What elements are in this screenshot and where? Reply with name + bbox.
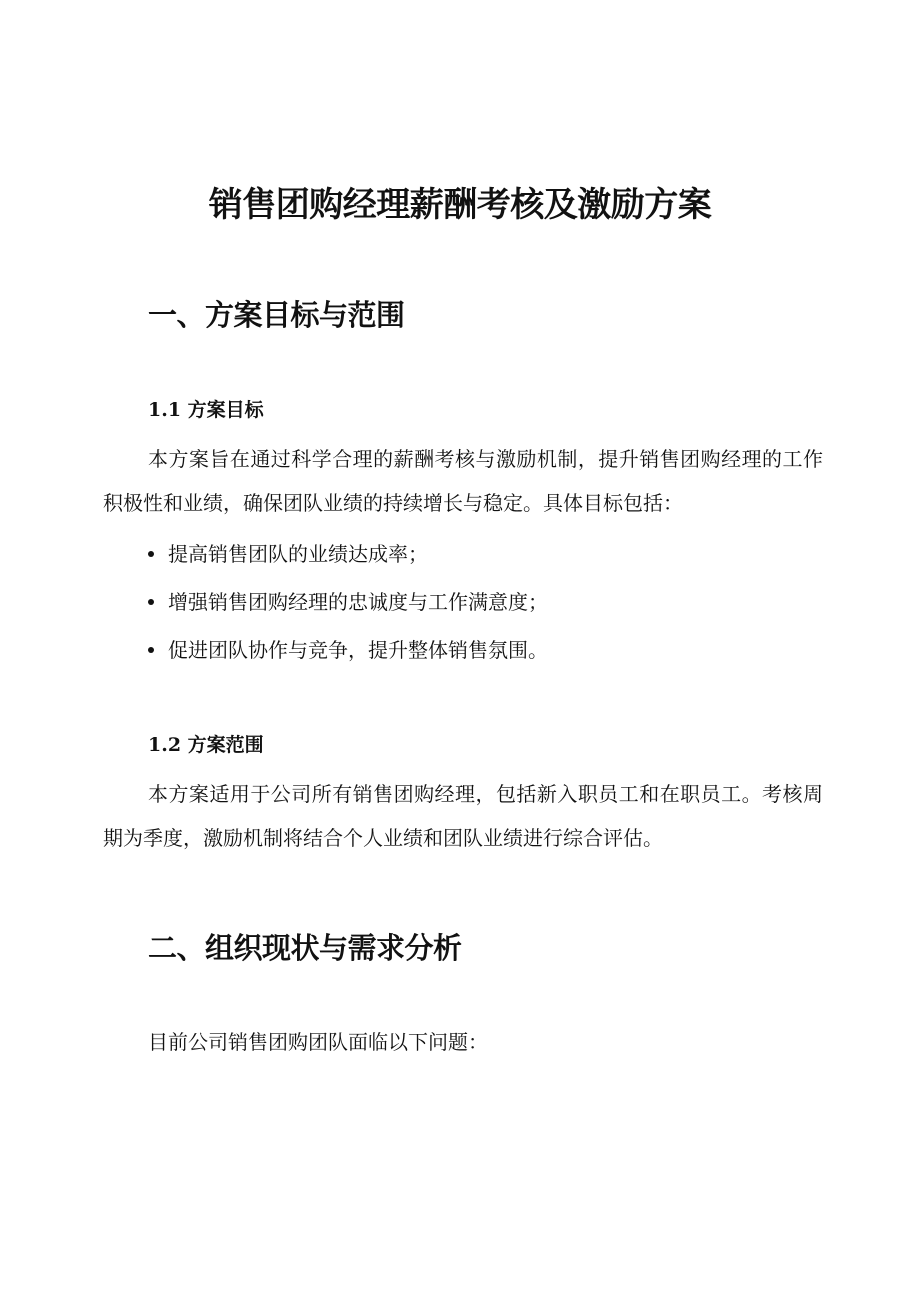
- document-title: 销售团购经理薪酬考核及激励方案: [208, 185, 712, 225]
- list-item: [148, 539, 428, 569]
- section-heading-goals-scope: 一、方案目标与范围: [148, 298, 405, 332]
- list-item-text: 提高销售团队的业绩达成率；: [168, 542, 428, 566]
- section-heading-status-analysis: 二、组织现状与需求分析: [148, 931, 462, 965]
- goals-paragraph: 本方案旨在通过科学合理的薪酬考核与激励机制，提升销售团购经理的工作积极性和业绩，确保团队业绩的持续增长与稳定。具体目标包括：: [103, 447, 823, 515]
- list-item: [148, 635, 548, 665]
- list-item-text: 增强销售团购经理的忠诚度与工作满意度；: [168, 590, 548, 614]
- status-paragraph: 目前公司销售团购团队面临以下问题：: [148, 1030, 488, 1054]
- bullet-dot-icon: [148, 599, 154, 605]
- list-item: [148, 587, 548, 617]
- bullet-dot-icon: [148, 551, 154, 557]
- scope-paragraph: 本方案适用于公司所有销售团购经理，包括新入职员工和在职员工。考核周期为季度，激励机制将结合个人业绩和团队业绩进行综合评估。: [103, 782, 823, 850]
- subsection-heading-scope: 1.2 方案范围: [148, 734, 264, 756]
- subsection-heading-goals: 1.1 方案目标: [148, 399, 264, 421]
- list-item-text: 促进团队协作与竞争，提升整体销售氛围。: [168, 638, 548, 662]
- bullet-dot-icon: [148, 647, 154, 653]
